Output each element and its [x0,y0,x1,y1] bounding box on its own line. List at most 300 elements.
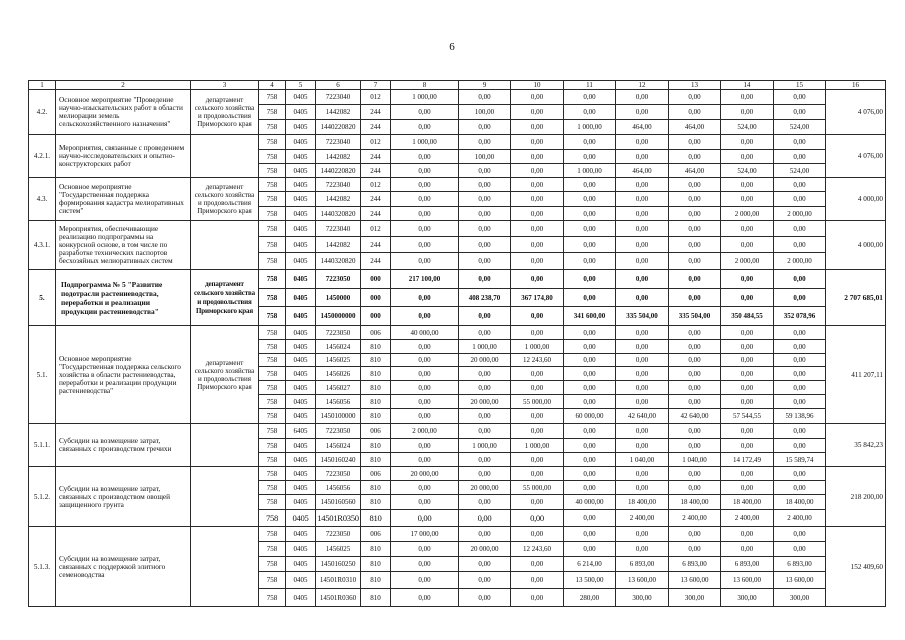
cell-col-9: 20 000,00 [459,354,511,367]
cell-col-11: 0,00 [564,510,616,527]
cell-col-13: 300,00 [669,589,721,607]
item-total: 152 409,60 [826,527,886,607]
cell-col-7: 000 [361,307,391,326]
cell-col-11: 0,00 [564,326,616,340]
cell-col-14: 0,00 [721,90,774,105]
cell-col-7: 810 [361,354,391,367]
cell-col-4: 758 [259,495,286,510]
cell-col-7: 006 [361,326,391,340]
cell-col-15: 352 078,96 [774,307,826,326]
cell-col-6: 1440220820 [316,164,361,178]
cell-col-7: 244 [361,150,391,164]
cell-col-14: 0,00 [721,105,774,120]
cell-col-8: 2 000,00 [391,424,459,439]
cell-col-9: 0,00 [459,135,511,150]
cell-col-14: 524,00 [721,164,774,178]
cell-col-12: 42 640,00 [616,409,669,424]
cell-col-8: 0,00 [391,340,459,354]
cell-col-12: 0,00 [616,253,669,270]
cell-col-6: 1440220820 [316,120,361,135]
cell-col-13: 0,00 [669,367,721,381]
cell-col-15: 0,00 [774,289,826,307]
cell-col-5: 0405 [286,572,316,589]
cell-col-7: 012 [361,221,391,237]
cell-col-6: 7223040 [316,135,361,150]
cell-col-5: 0405 [286,135,316,150]
cell-col-9: 0,00 [459,527,511,542]
cell-col-14: 0,00 [721,178,774,192]
cell-col-4: 758 [259,192,286,207]
item-name: Подпрограмма № 5 "Развитие подотрасли растениеводства, переработки и реализации продукции растениеводства" [56,270,191,326]
item-name: Субсидии на возмещение затрат, связанных с поддержкой элитного семеноводства [56,527,191,607]
cell-col-11: 280,00 [564,589,616,607]
cell-col-13: 0,00 [669,178,721,192]
cell-col-11: 0,00 [564,150,616,164]
item-name: Субсидии на возмещение затрат, связанных с производством овощей защищенного грунта [56,467,191,527]
cell-col-8: 1 000,00 [391,135,459,150]
column-number-16: 16 [826,81,886,90]
cell-col-15: 0,00 [774,178,826,192]
item-number: 4.3.1. [29,221,56,270]
cell-col-9: 0,00 [459,178,511,192]
cell-col-10: 0,00 [511,164,564,178]
budget-table [28,80,886,607]
cell-col-11: 0,00 [564,178,616,192]
cell-col-11: 0,00 [564,289,616,307]
cell-col-8: 0,00 [391,395,459,409]
cell-col-6: 1456026 [316,367,361,381]
cell-col-12: 0,00 [616,439,669,453]
cell-col-13: 1 040,00 [669,453,721,467]
column-number-7: 7 [361,81,391,90]
cell-col-12: 0,00 [616,90,669,105]
cell-col-11: 341 600,00 [564,307,616,326]
item-executor: департамент сельского хозяйства и продовольствия Приморского края [191,270,259,326]
cell-col-5: 0405 [286,178,316,192]
cell-col-9: 100,00 [459,150,511,164]
cell-col-15: 524,00 [774,164,826,178]
cell-col-8: 0,00 [391,439,459,453]
cell-col-10: 12 243,60 [511,354,564,367]
cell-col-14: 0,00 [721,221,774,237]
cell-col-13: 6 893,00 [669,557,721,572]
cell-col-13: 464,00 [669,120,721,135]
cell-col-12: 464,00 [616,164,669,178]
cell-col-14: 0,00 [721,354,774,367]
cell-col-8: 0,00 [391,495,459,510]
cell-col-15: 0,00 [774,340,826,354]
cell-col-11: 0,00 [564,90,616,105]
cell-col-12: 335 504,00 [616,307,669,326]
cell-col-10: 0,00 [511,381,564,395]
cell-col-6: 1450160250 [316,557,361,572]
cell-col-8: 0,00 [391,367,459,381]
item-number: 5.1.2. [29,467,56,527]
cell-col-11: 0,00 [564,424,616,439]
cell-col-12: 0,00 [616,467,669,481]
cell-col-8: 0,00 [391,192,459,207]
cell-col-8: 0,00 [391,572,459,589]
cell-col-4: 758 [259,409,286,424]
cell-col-7: 244 [361,237,391,253]
cell-col-15: 15 589,74 [774,453,826,467]
cell-col-9: 20 000,00 [459,542,511,557]
cell-col-15: 13 600,00 [774,572,826,589]
cell-col-5: 6405 [286,424,316,439]
cell-col-5: 0405 [286,90,316,105]
cell-col-12: 0,00 [616,178,669,192]
cell-col-8: 217 100,00 [391,270,459,289]
cell-col-5: 0405 [286,527,316,542]
cell-col-8: 0,00 [391,253,459,270]
cell-col-8: 20 000,00 [391,467,459,481]
cell-col-13: 13 600,00 [669,572,721,589]
cell-col-7: 810 [361,495,391,510]
table-row [29,270,886,289]
cell-col-7: 006 [361,424,391,439]
column-number-3: 3 [191,81,259,90]
cell-col-13: 335 504,00 [669,307,721,326]
cell-col-5: 0405 [286,150,316,164]
column-number-12: 12 [616,81,669,90]
cell-col-12: 0,00 [616,105,669,120]
cell-col-15: 0,00 [774,105,826,120]
cell-col-6: 1456025 [316,542,361,557]
cell-col-9: 1 000,00 [459,340,511,354]
cell-col-7: 012 [361,90,391,105]
cell-col-12: 2 400,00 [616,510,669,527]
cell-col-14: 0,00 [721,481,774,495]
cell-col-12: 0,00 [616,527,669,542]
cell-col-14: 2 000,00 [721,253,774,270]
item-executor: департамент сельского хозяйства и продовольствия Приморского края [191,178,259,221]
cell-col-10: 55 000,00 [511,395,564,409]
cell-col-11: 0,00 [564,542,616,557]
column-number-10: 10 [511,81,564,90]
cell-col-7: 012 [361,135,391,150]
cell-col-4: 758 [259,424,286,439]
cell-col-8: 0,00 [391,381,459,395]
cell-col-4: 758 [259,481,286,495]
cell-col-6: 7223040 [316,221,361,237]
cell-col-9: 0,00 [459,467,511,481]
column-number-14: 14 [721,81,774,90]
cell-col-9: 0,00 [459,367,511,381]
cell-col-9: 0,00 [459,253,511,270]
cell-col-9: 100,00 [459,105,511,120]
cell-col-11: 0,00 [564,192,616,207]
item-total: 4 076,00 [826,90,886,135]
cell-col-4: 758 [259,164,286,178]
cell-col-13: 0,00 [669,527,721,542]
table-row [29,326,886,340]
cell-col-13: 0,00 [669,542,721,557]
cell-col-9: 0,00 [459,589,511,607]
cell-col-12: 300,00 [616,589,669,607]
cell-col-10: 0,00 [511,105,564,120]
cell-col-9: 0,00 [459,221,511,237]
cell-col-13: 0,00 [669,354,721,367]
cell-col-9: 0,00 [459,495,511,510]
cell-col-13: 0,00 [669,481,721,495]
cell-col-14: 14 172,49 [721,453,774,467]
cell-col-13: 0,00 [669,340,721,354]
cell-col-14: 2 000,00 [721,207,774,221]
cell-col-11: 0,00 [564,354,616,367]
cell-col-4: 758 [259,572,286,589]
cell-col-4: 758 [259,354,286,367]
cell-col-4: 758 [259,135,286,150]
cell-col-10: 0,00 [511,557,564,572]
cell-col-9: 0,00 [459,192,511,207]
cell-col-4: 758 [259,207,286,221]
cell-col-12: 1 040,00 [616,453,669,467]
cell-col-13: 0,00 [669,270,721,289]
cell-col-10: 0,00 [511,270,564,289]
cell-col-4: 758 [259,439,286,453]
item-name: Мероприятия, обеспечивающие реализацию подпрограммы на конкурсной основе, в том числе по разработке технических паспортов бесхозяйных мелиоративных систем [56,221,191,270]
cell-col-5: 0405 [286,453,316,467]
cell-col-5: 0405 [286,289,316,307]
cell-col-15: 0,00 [774,90,826,105]
item-total: 4 000,00 [826,178,886,221]
column-number-8: 8 [391,81,459,90]
cell-col-8: 0,00 [391,557,459,572]
cell-col-10: 0,00 [511,192,564,207]
cell-col-12: 0,00 [616,395,669,409]
cell-col-4: 758 [259,453,286,467]
cell-col-11: 1 000,00 [564,120,616,135]
cell-col-13: 42 640,00 [669,409,721,424]
cell-col-14: 0,00 [721,527,774,542]
cell-col-10: 0,00 [511,237,564,253]
cell-col-4: 758 [259,90,286,105]
cell-col-8: 0,00 [391,409,459,424]
cell-col-15: 0,00 [774,221,826,237]
cell-col-7: 244 [361,253,391,270]
cell-col-13: 0,00 [669,467,721,481]
cell-col-7: 810 [361,589,391,607]
table-row [29,178,886,192]
cell-col-15: 2 400,00 [774,510,826,527]
cell-col-10: 12 243,60 [511,542,564,557]
column-number-11: 11 [564,81,616,90]
cell-col-5: 0405 [286,307,316,326]
cell-col-15: 0,00 [774,542,826,557]
cell-col-10: 0,00 [511,467,564,481]
item-name: Основное мероприятие "Проведение научно-изыскательских работ в области мелиорации земель сельскохозяйственного назначения" [56,90,191,135]
cell-col-11: 0,00 [564,135,616,150]
cell-col-10: 0,00 [511,221,564,237]
cell-col-11: 0,00 [564,207,616,221]
cell-col-10: 0,00 [511,510,564,527]
cell-col-4: 758 [259,270,286,289]
item-name: Основное мероприятие "Государственная поддержка формирования кадастра мелиоративных систем" [56,178,191,221]
cell-col-6: 7223040 [316,178,361,192]
cell-col-6: 1440320820 [316,253,361,270]
cell-col-11: 0,00 [564,270,616,289]
cell-col-8: 40 000,00 [391,326,459,340]
item-number: 5.1. [29,326,56,424]
cell-col-12: 6 893,00 [616,557,669,572]
cell-col-9: 0,00 [459,381,511,395]
cell-col-14: 0,00 [721,340,774,354]
cell-col-11: 40 000,00 [564,495,616,510]
cell-col-9: 0,00 [459,207,511,221]
cell-col-15: 0,00 [774,395,826,409]
cell-col-8: 0,00 [391,164,459,178]
column-number-1: 1 [29,81,56,90]
cell-col-7: 810 [361,367,391,381]
cell-col-8: 0,00 [391,221,459,237]
cell-col-13: 0,00 [669,207,721,221]
cell-col-9: 0,00 [459,237,511,253]
cell-col-6: 1440320820 [316,207,361,221]
table-row [29,135,886,150]
cell-col-4: 758 [259,510,286,527]
cell-col-15: 2 000,00 [774,207,826,221]
cell-col-10: 1 000,00 [511,439,564,453]
cell-col-6: 1450100000 [316,409,361,424]
cell-col-4: 758 [259,542,286,557]
cell-col-12: 0,00 [616,192,669,207]
cell-col-7: 810 [361,557,391,572]
table-row [29,527,886,542]
item-name: Основное мероприятие "Государственная поддержка сельского хозяйства в области растениеводства, переработки и реализации продукции растениеводства" [56,326,191,424]
cell-col-8: 0,00 [391,481,459,495]
page-number: 6 [449,41,455,53]
cell-col-14: 0,00 [721,237,774,253]
table-row [29,467,886,481]
cell-col-6: 7223050 [316,467,361,481]
cell-col-6: 7223040 [316,90,361,105]
cell-col-9: 0,00 [459,120,511,135]
item-number: 4.3. [29,178,56,221]
cell-col-15: 0,00 [774,527,826,542]
cell-col-7: 810 [361,453,391,467]
cell-col-4: 758 [259,589,286,607]
cell-col-14: 18 400,00 [721,495,774,510]
cell-col-14: 0,00 [721,289,774,307]
cell-col-5: 0405 [286,381,316,395]
cell-col-14: 57 544,55 [721,409,774,424]
cell-col-10: 0,00 [511,572,564,589]
cell-col-10: 0,00 [511,409,564,424]
cell-col-15: 0,00 [774,135,826,150]
cell-col-13: 0,00 [669,424,721,439]
cell-col-6: 1442082 [316,237,361,253]
cell-col-11: 0,00 [564,367,616,381]
cell-col-14: 0,00 [721,381,774,395]
cell-col-8: 0,00 [391,589,459,607]
cell-col-4: 758 [259,178,286,192]
cell-col-4: 758 [259,253,286,270]
cell-col-12: 0,00 [616,289,669,307]
cell-col-6: 7223050 [316,527,361,542]
cell-col-8: 0,00 [391,237,459,253]
cell-col-14: 0,00 [721,150,774,164]
cell-col-4: 758 [259,557,286,572]
cell-col-10: 0,00 [511,90,564,105]
cell-col-6: 1456056 [316,395,361,409]
cell-col-14: 0,00 [721,326,774,340]
cell-col-5: 0405 [286,481,316,495]
column-number-4: 4 [259,81,286,90]
cell-col-14: 0,00 [721,467,774,481]
cell-col-14: 0,00 [721,135,774,150]
cell-col-6: 7223050 [316,424,361,439]
cell-col-5: 0405 [286,221,316,237]
cell-col-14: 350 484,55 [721,307,774,326]
cell-col-14: 0,00 [721,542,774,557]
cell-col-9: 0,00 [459,270,511,289]
cell-col-10: 0,00 [511,120,564,135]
cell-col-4: 758 [259,307,286,326]
cell-col-5: 0405 [286,253,316,270]
cell-col-5: 0405 [286,467,316,481]
cell-col-12: 0,00 [616,237,669,253]
cell-col-7: 012 [361,178,391,192]
cell-col-10: 1 000,00 [511,340,564,354]
cell-col-5: 0405 [286,439,316,453]
cell-col-8: 0,00 [391,307,459,326]
table-row [29,424,886,439]
table-row [29,221,886,237]
cell-col-6: 14501R0350 [316,510,361,527]
cell-col-5: 0405 [286,270,316,289]
cell-col-5: 0405 [286,589,316,607]
cell-col-13: 0,00 [669,105,721,120]
cell-col-11: 0,00 [564,105,616,120]
cell-col-6: 7223050 [316,326,361,340]
cell-col-12: 464,00 [616,120,669,135]
cell-col-5: 0405 [286,354,316,367]
cell-col-5: 0405 [286,120,316,135]
cell-col-5: 0405 [286,237,316,253]
cell-col-15: 0,00 [774,367,826,381]
cell-col-9: 0,00 [459,326,511,340]
cell-col-13: 0,00 [669,381,721,395]
cell-col-10: 0,00 [511,527,564,542]
cell-col-13: 0,00 [669,192,721,207]
cell-col-10: 0,00 [511,367,564,381]
cell-col-4: 758 [259,105,286,120]
cell-col-5: 0405 [286,340,316,354]
cell-col-12: 0,00 [616,270,669,289]
item-number: 4.2. [29,90,56,135]
item-total: 2 707 685,01 [826,270,886,326]
cell-col-4: 758 [259,289,286,307]
cell-col-7: 006 [361,527,391,542]
cell-col-13: 0,00 [669,237,721,253]
cell-col-9: 1 000,00 [459,439,511,453]
cell-col-10: 0,00 [511,135,564,150]
cell-col-7: 244 [361,164,391,178]
item-executor: департамент сельского хозяйства и продовольствия Приморского края [191,326,259,424]
cell-col-7: 000 [361,289,391,307]
cell-col-11: 13 500,00 [564,572,616,589]
item-number: 5. [29,270,56,326]
cell-col-7: 006 [361,467,391,481]
cell-col-13: 0,00 [669,439,721,453]
cell-col-14: 6 893,00 [721,557,774,572]
column-number-13: 13 [669,81,721,90]
cell-col-4: 758 [259,467,286,481]
cell-col-5: 0405 [286,395,316,409]
cell-col-10: 367 174,80 [511,289,564,307]
cell-col-13: 464,00 [669,164,721,178]
cell-col-5: 0405 [286,495,316,510]
